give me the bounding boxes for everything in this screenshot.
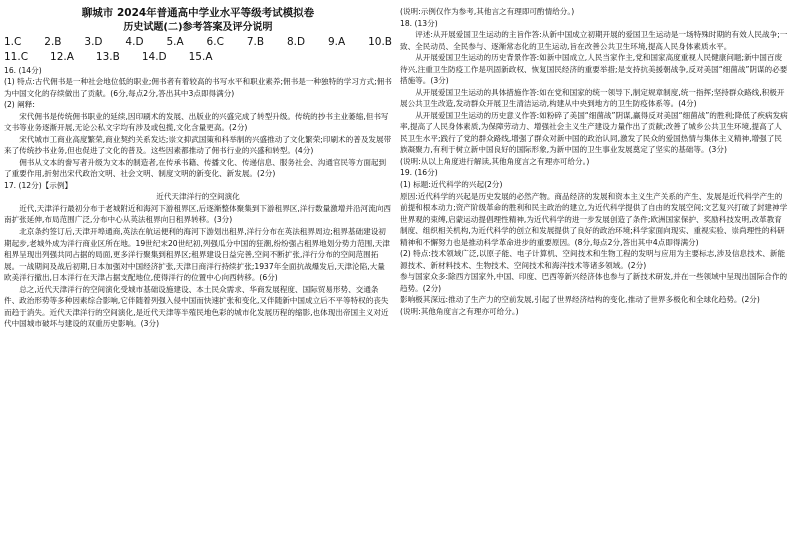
question-heading: 17. (12分)【示例】	[4, 180, 73, 190]
question-heading: 19. (16分)	[400, 168, 438, 178]
answer-paragraph: 评述:从开展爱国卫生运动的主旨作答:从新中国成立初期开展的爱国卫生运动是一场特殊时期的有效人民战争;一致、全民动员、全民参与、逐渐常态化的卫生运动,旨在改善公共卫生环境,提高人民身体素质水平。	[400, 30, 788, 51]
answer-paragraph: 从开展爱国卫生运动的具体措施作答:如在党和国家的统一领导下,制定规章制度,统一指挥;坚持群众路线,积极开展公共卫生改造,发动群众开展卫生清洁运动,构建从中央到地方的卫生防疫体系等。(4分)	[400, 87, 785, 109]
note-line: (说明:示例仅作为参考,其他言之有理即可酌情给分。)	[400, 7, 575, 16]
left-column	[4, 6, 392, 330]
note-line: (说明:从以上角度进行解读,其他角度言之有理亦可给分。)	[400, 156, 590, 166]
answer-paragraph: 宋代佣书是传统佣书职业的延续,因印刷术的发展、出版业的兴盛完成了转型升级。传统的抄书主业萎缩,但书写文书等业务逐渐开展,无论公私文字均有涉及或包揽,文化含量更高。(2分)	[4, 111, 389, 133]
answer-item: 5.A	[166, 36, 184, 49]
answer-item: 10.B	[368, 36, 392, 49]
note-line: (说明:其他角度言之有理亦可给分。)	[400, 306, 519, 316]
answer-paragraph: 从开展爱国卫生运动的历史背景作答:如新中国成立,人民当家作主,党和国家高度重视人民健康问题;新中国百废待兴,注重卫生防疫工作是巩固新政权、恢复国民经济的重要举措;是支持抗美援朝战争,反对美国“细菌战”阴谋的必要措施等。(3分)	[400, 53, 788, 86]
answer-paragraph: 总之,近代天津洋行的空间演化受城市基础设施建设、本土民众需求、华商发展程度、国际贸易形势、交通条件、政治形势等多种因素综合影响,它伴随着列强入侵中国而快速扩张和变化,又伴随新中国成立后不平等特权的丧失而趋于消失。近代天津洋行的空间演化,是近代天津等半殖民地色彩的城市化发展历程的缩影,也体现出帝国主义对近代中国城市破坏与建设的双重历史影响。(3分)	[4, 284, 389, 329]
answer-item: 8.D	[286, 36, 306, 49]
question-heading: 18. (13分)	[400, 18, 438, 28]
answer-item: 7.B	[246, 36, 265, 49]
answer-item: 3.D	[84, 36, 103, 49]
answer-paragraph: 参与国家众多:除西方国家外,中国、印度、巴西等新兴经济体也参与了新技术研发,并在一些领域中呈现出国际合作的趋势。(2分)	[400, 272, 788, 293]
answer-paragraph: (1) 特点:古代佣书是一种社会地位低的职业;佣书者有着较高的书写水平和职业素养;佣书是一种独特的学习方式;佣书为中国文化的存续做出了贡献。(6分,每点2分,答出其中3点即得满分)	[4, 77, 392, 98]
question-heading: 16. (14分)	[4, 65, 42, 75]
answer-paragraph: 佣书从文本的誊写者升级为文本的制造者,在传承书籍、传播文化、传递信息、服务社会、沟通官民等方面起到了重要作用,折射出宋代政治文明、社会文明、制度文明的新变化、新发展。(2分)	[4, 157, 387, 179]
answer-item: 2.B	[44, 36, 62, 49]
answer-item: 4.D	[125, 36, 144, 49]
multiple-choice-answers	[4, 35, 392, 64]
answer-paragraph: 近代,天津洋行最初分布于老城附近和海河下游租界区,后逐渐整体聚集到下游租界区,洋行数量激增并沿河流向西南扩张延伸,布局范围广泛,分布中心从英法租界向日租界转移。(3分)	[4, 203, 391, 225]
answer-paragraph: 原因:近代科学的兴起是历史发展的必然产物。商品经济的发展和资本主义生产关系的产生、发展是近代科学产生的前提和根本动力;资产阶级革命的胜利和民主政治的建立,为近代科学提供了自由的发展空间;文艺复兴打破了封建神学世界观的束缚,启蒙运动提倡理性精神,为近代科学的进一步发展创造了条件;欧洲国家保护、奖励科技发明,改革教育制度、组织相关机构,为近代科学的创立和发展提供了良好的政治环境;科学家面向现实、重视实验、崇尚理性的科研精神和不懈努力也是推动科学革命进步的重要原因。(8分,每点2分,答出其中4点即得满分)	[400, 191, 788, 247]
right-column	[400, 6, 788, 317]
answer-paragraph: 北京条约签订后,天津开埠通商,英法在航运便利的海河下游划出租界,洋行分布在英法租界周边;租界基础建设初期起步,老城外成为洋行商业区所在地。19世纪末20世纪初,列强瓜分中国的狂潮,纷纷强占租界地划分势力范围,天津租界呈现出列强共同占据的局面,更多洋行聚集到租界区;租界建设日益完善,空间不断扩张,洋行分布的空间范围拓展。一战期间及战后初期,日本加强对中国经济扩张,天津日商洋行持续扩张;1937年全面抗战爆发后,天津沦陷,大量欧美洋行撤出,日本洋行在天津占据支配地位,使得洋行的位置中心向西转移。(6分)	[4, 227, 390, 283]
answer-item: 11.C	[4, 50, 29, 63]
exam-title: 聊城市 2024年普通高中学业水平等级考试模拟卷	[81, 7, 315, 19]
answer-paragraph: (1) 标题:近代科学的兴起(2分)	[400, 179, 503, 189]
answers-row-2	[4, 50, 392, 65]
answer-item: 9.A	[327, 36, 346, 49]
answer-item: 1.C	[4, 36, 22, 49]
answer-item: 14.D	[141, 50, 167, 63]
essay-title: 近代天津洋行的空间演化	[156, 192, 240, 202]
answer-item: 13.B	[95, 50, 120, 63]
answer-paragraph: 影响极其深远:推动了生产力的空前发展,引起了世界经济结构的变化,推动了世界多极化和全球化趋势。(2分)	[400, 295, 760, 305]
answer-subheading: (2) 阐释:	[4, 100, 35, 110]
answer-paragraph: 从开展爱国卫生运动的历史意义作答:如粉碎了美国“细菌战”阴谋,赢得反对美国“细菌战”的胜利;降低了疾病发病率,提高了人民身体素质,为保障劳动力、增强社会主义生产建设力量作出了贡献;改善了城乡公共卫生环境,提高了人民卫生水平;践行了党的群众路线,增强了群众对新中国的政治认同,激发了民众的爱国热情与集体主义精神,增强了民族凝聚力,有利于树立新中国良好的国际形象,为新中国的卫生事业发展奠定了坚实的基础等。(3分)	[400, 110, 788, 155]
answer-paragraph: (2) 特点:技术领域广泛,以原子能、电子计算机、空间技术和生物工程的发明与应用为主要标志,涉及信息技术、新能源技术、新材料技术、生物技术、空间技术和海洋技术等诸多领域。(2分)	[400, 249, 786, 270]
answers-row-1	[4, 35, 392, 50]
answer-item: 15.A	[188, 50, 213, 63]
answer-item: 6.C	[206, 36, 224, 49]
answer-paragraph: 宋代城市工商业高度繁荣,商业契约关系发达;崇文抑武国策和科举制的兴盛推动了文化繁荣;印刷术的普及发展带来了传统抄书业务,但也促进了文化的普及。这些因素都推动了佣书行业的兴盛和转型。(4分)	[4, 134, 392, 156]
answer-item: 12.A	[50, 50, 74, 63]
exam-subtitle: 历史试题(二)参考答案及评分说明	[123, 21, 273, 33]
